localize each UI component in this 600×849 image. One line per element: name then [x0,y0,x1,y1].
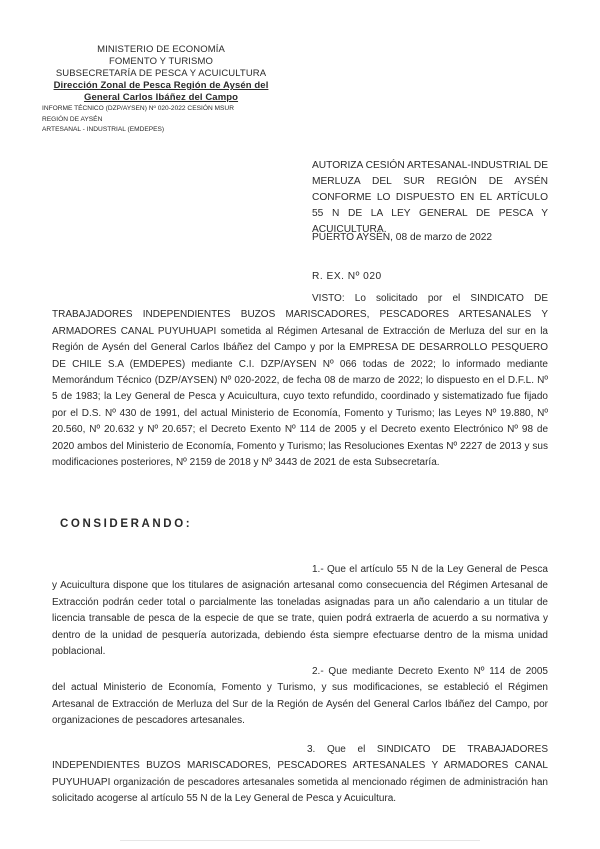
resolution-title: AUTORIZA CESIÓN ARTESANAL-INDUSTRIAL DE MERLUZA DEL SUR REGIÓN DE AYSÉN CONFORME LO DISPUESTO EN EL ARTÍCULO 55 N DE LA LEY GENERAL DE PESCA Y ACUICULTURA. [312,160,548,235]
item-text: 3. Que el SINDICATO DE TRABAJADORES INDEPENDIENTES BUZOS MARISCADORES, PESCADORES ARTESANALES Y ARMADORES CANAL PUYUHUAPI organización de pescadores artesanales sometida al mencionado régimen de administración han solicitado acogerse al artículo 55 N de la Ley General de Pesca y Acuicultura. [52,744,548,805]
visto-text: VISTO: Lo solicitado por el SINDICATO DE TRABAJADORES INDEPENDIENTES BUZOS MARISCADORES, PESCADORES ARTESANALES Y ARMADORES CANAL PUYUHUAPI sometida al Régimen Artesanal de Extracción de Merluza del sur en la Región de Aysén del General Carlos Ibáñez del Campo y por la EMPRESA DE DESARROLLO PESQUERO DE CHILE S.A (EMDEPES) mediante C.I. DZP/AYSEN Nº 066 todas de 2022; lo informado mediante Memorándum Técnico (DZP/AYSEN) Nº 020-2022, de fecha 08 de marzo de 2022; lo dispuesto en el D.F.L. Nº 5 de 1983; la Ley General de Pesca y Acuicultura, cuyo texto refundido, coordinado y sistematizado fue fijado por el D.S. Nº 430 de 1991, del actual Ministerio de Economía, Fomento y Turismo; las Leyes Nº 19.880, Nº 20.560, Nº 20.632 y Nº 20.657; el Decreto Exento Nº 114 de 2005 y el Decreto exento Electrónico Nº 98 de 2020 ambos del Ministerio de Economía, Fomento y Turismo; las Resoluciones Exentas Nº 2227 de 2013 y sus modificaciones posteriores, Nº 2159 de 2018 y Nº 3443 de 2021 de esta Subsecretaría. [52,293,548,469]
considerando-item-3 [52,742,548,808]
resolution-number: R. EX. Nº 020 [312,271,382,282]
considerando-item-2 [52,664,548,730]
item-text: 2.- Que mediante Decreto Exento Nº 114 de 2005 del actual Ministerio de Economía, Fomento y Turismo, y sus modificaciones, se estableció el Régimen Artesanal de Extracción de Merluza del Sur de la Región de Aysén del General Carlos Ibáñez del Campo, por organizaciones de pescadores artesanales. [52,666,548,727]
ministry-name: MINISTERIO DE ECONOMÍA [97,44,225,55]
considerando-item-1 [52,562,548,660]
item-text: 1.- Que el artículo 55 N de la Ley General de Pesca y Acuicultura dispone que los titulares de asignación artesanal como consecuencia del Régimen Artesanal de Extracción podrán ceder total o parcialmente las toneladas asignadas para un año calendario a un titular de licencia transable de pesca de la especie de que se trate, quien podrá extraerla de acuerdo a su normativa y dentro de la unidad de pesquería autorizada, debiendo ésta siempre efectuarse dentro de la misma unidad poblacional. [52,564,548,658]
zonal-region: General Carlos Ibáñez del Campo [83,92,239,103]
ministry-subtitle: FOMENTO Y TURISMO [109,56,213,67]
resolution-date: PUERTO AYSÉN, 08 de marzo de 2022 [312,232,493,243]
reference-line: REGIÓN DE AYSÉN [42,115,103,123]
letterhead [36,44,286,136]
reference-line: ARTESANAL - INDUSTRIAL (EMDEPES) [42,126,165,133]
undersecretariat: SUBSECRETARÍA DE PESCA Y ACUICULTURA [55,68,267,79]
page-edge [120,840,480,841]
zonal-direction: Dirección Zonal de Pesca Región de Aysén del [53,80,269,91]
considerando-heading: CONSIDERANDO: [60,518,193,530]
visto-paragraph [52,291,548,471]
reference-line: INFORME TÉCNICO (DZP/AYSEN) Nº 020-2022 CESIÓN MSUR [42,105,234,112]
